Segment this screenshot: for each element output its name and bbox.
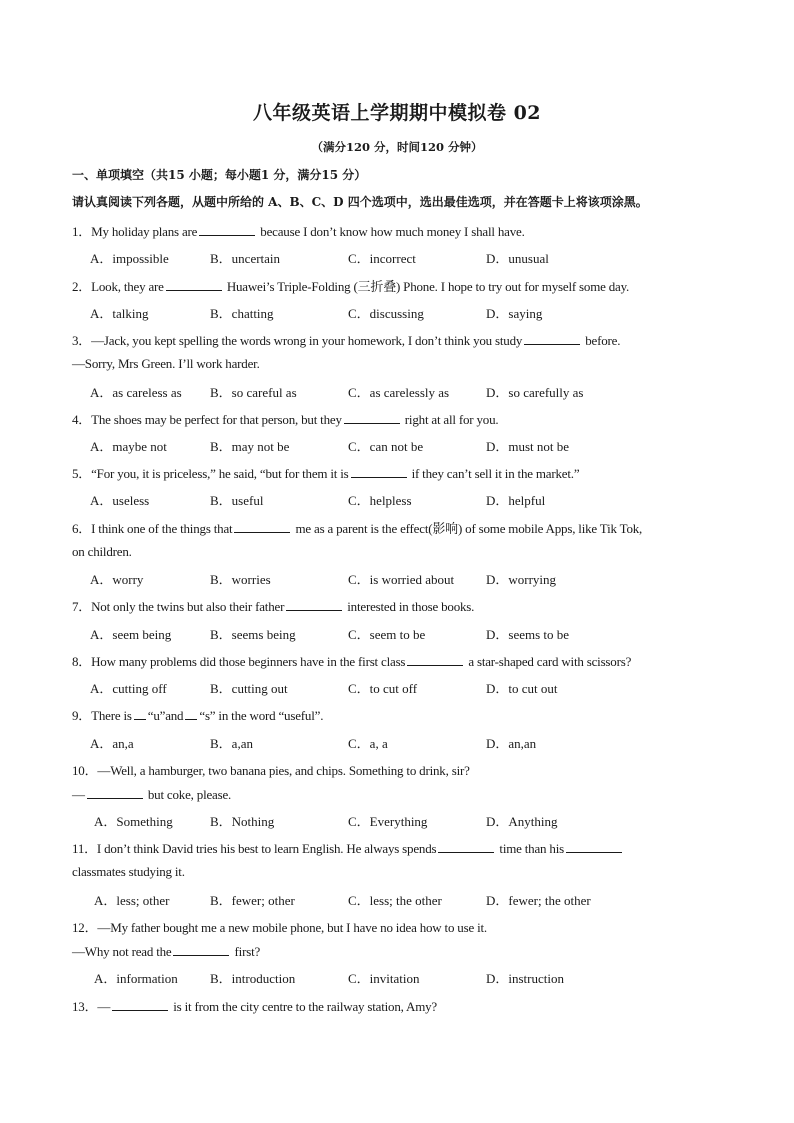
option-d: D．an,an [486, 736, 537, 751]
option-a: A．impossible [90, 251, 169, 266]
option-b: B．seems being [210, 627, 296, 642]
question-12: 12．—My father bought me a new mobile phone, but I have no idea how to use it. [72, 920, 487, 935]
question-9: 9．There is “u”and “s” in the word “useful”. [72, 708, 324, 723]
answer-blank [407, 653, 463, 666]
option-a: A．maybe not [90, 439, 167, 454]
options-4 [0, 436, 794, 452]
option-a: A．less; other [94, 893, 170, 908]
question-11-continued: classmates studying it. [72, 864, 185, 879]
option-d: D．instruction [486, 971, 564, 986]
options-8 [0, 678, 794, 694]
option-c: C．can not be [348, 439, 424, 454]
option-a: A．worry [90, 572, 144, 587]
question-5: 5．“For you, it is priceless,” he said, “but for them it is if they can’t sell it in the market.” [72, 466, 580, 481]
question-3-reply: —Sorry, Mrs Green. I’ll work harder. [72, 356, 260, 371]
options-1 [0, 248, 794, 264]
question-4: 4．The shoes may be perfect for that person, but they right at all for you. [72, 412, 499, 427]
option-c: C．as carelessly as [348, 385, 450, 400]
options-3 [0, 382, 794, 398]
options-12 [0, 968, 794, 984]
answer-blank [438, 840, 494, 853]
section-instruction: 请认真阅读下列各题，从题中所给的 A、B、C、D 四个选项中，选出最佳选项，并在答题卡上将该项涂黑。 [72, 195, 648, 209]
option-c: C．is worried about [348, 572, 455, 587]
option-b: B．may not be [210, 439, 290, 454]
answer-blank [566, 840, 622, 853]
option-a: A．an,a [90, 736, 134, 751]
answer-blank [173, 943, 229, 956]
page-title: 八年级英语上学期期中模拟卷 02 [252, 102, 542, 124]
option-d: D．unusual [486, 251, 549, 266]
option-b: B．so careful as [210, 385, 297, 400]
question-8: 8．How many problems did those beginners have in the first class a star-shaped card with scissors? [72, 654, 632, 669]
option-d: D．so carefully as [486, 385, 584, 400]
answer-blank [344, 411, 400, 424]
options-7 [0, 624, 794, 640]
question-1: 1．My holiday plans are because I don’t know how much money I shall have. [72, 224, 525, 239]
option-d: D．worrying [486, 572, 557, 587]
options-5 [0, 490, 794, 506]
answer-blank [199, 223, 255, 236]
option-c: C．invitation [348, 971, 420, 986]
option-c: C．discussing [348, 306, 424, 321]
option-c: C．to cut off [348, 681, 418, 696]
question-2: 2．Look, they are Huawei’s Triple-Folding (三折叠) Phone. I hope to try out for myself some day. [72, 279, 630, 294]
question-3: 3．—Jack, you kept spelling the words wrong in your homework, I don’t think you study before. [72, 333, 621, 348]
option-b: B．fewer; other [210, 893, 295, 908]
options-11 [0, 890, 794, 906]
options-9 [0, 733, 794, 749]
option-b: B．cutting out [210, 681, 288, 696]
option-b: B．uncertain [210, 251, 281, 266]
question-12-reply: —Why not read the first? [72, 944, 261, 959]
question-6-continued: on children. [72, 544, 132, 559]
question-13: 13．— is it from the city centre to the railway station, Amy? [72, 999, 438, 1014]
option-a: A．information [94, 971, 178, 986]
answer-blank [166, 278, 222, 291]
option-b: B．introduction [210, 971, 296, 986]
answer-blank [87, 786, 143, 799]
option-c: C．less; the other [348, 893, 442, 908]
option-b: B．worries [210, 572, 271, 587]
option-d: D．to cut out [486, 681, 558, 696]
question-11: 11．I don’t think David tries his best to learn English. He always spends time than his [72, 838, 624, 857]
option-c: C．helpless [348, 493, 412, 508]
options-2 [0, 303, 794, 319]
score-time-note: （满分120 分，时间120 分钟） [311, 140, 483, 154]
option-c: C．seem to be [348, 627, 426, 642]
answer-blank [185, 707, 197, 720]
option-d: D．must not be [486, 439, 570, 454]
option-a: A．seem being [90, 627, 172, 642]
option-b: B．Nothing [210, 814, 275, 829]
answer-blank [286, 598, 342, 611]
option-b: B．chatting [210, 306, 274, 321]
question-10: 10．—Well, a hamburger, two banana pies, and chips. Something to drink, sir? [72, 763, 470, 778]
option-c: C．Everything [348, 814, 428, 829]
option-c: C．a, a [348, 736, 388, 751]
option-b: B．a,an [210, 736, 253, 751]
option-d: D．helpful [486, 493, 546, 508]
answer-blank [351, 465, 407, 478]
question-10-reply: — but coke, please. [72, 787, 232, 802]
option-d: D．seems to be [486, 627, 570, 642]
answer-blank [134, 707, 146, 720]
option-a: A．talking [90, 306, 149, 321]
option-a: A．cutting off [90, 681, 167, 696]
option-d: D．saying [486, 306, 543, 321]
question-6: 6．I think one of the things that me as a parent is the effect(影响) of some mobile Apps, like Tik Tok, [72, 521, 643, 536]
options-6 [0, 569, 794, 585]
option-a: A．Something [94, 814, 173, 829]
question-7: 7．Not only the twins but also their father interested in those books. [72, 599, 475, 614]
option-a: A．as careless as [90, 385, 182, 400]
option-d: D．Anything [486, 814, 558, 829]
answer-blank [112, 998, 168, 1011]
option-a: A．useless [90, 493, 150, 508]
options-10 [0, 811, 794, 827]
answer-blank [524, 332, 580, 345]
option-b: B．useful [210, 493, 264, 508]
option-d: D．fewer; the other [486, 893, 591, 908]
option-c: C．incorrect [348, 251, 416, 266]
section-heading: 一、单项填空（共15 小题；每小题1 分，满分15 分） [72, 168, 367, 182]
answer-blank [234, 520, 290, 533]
